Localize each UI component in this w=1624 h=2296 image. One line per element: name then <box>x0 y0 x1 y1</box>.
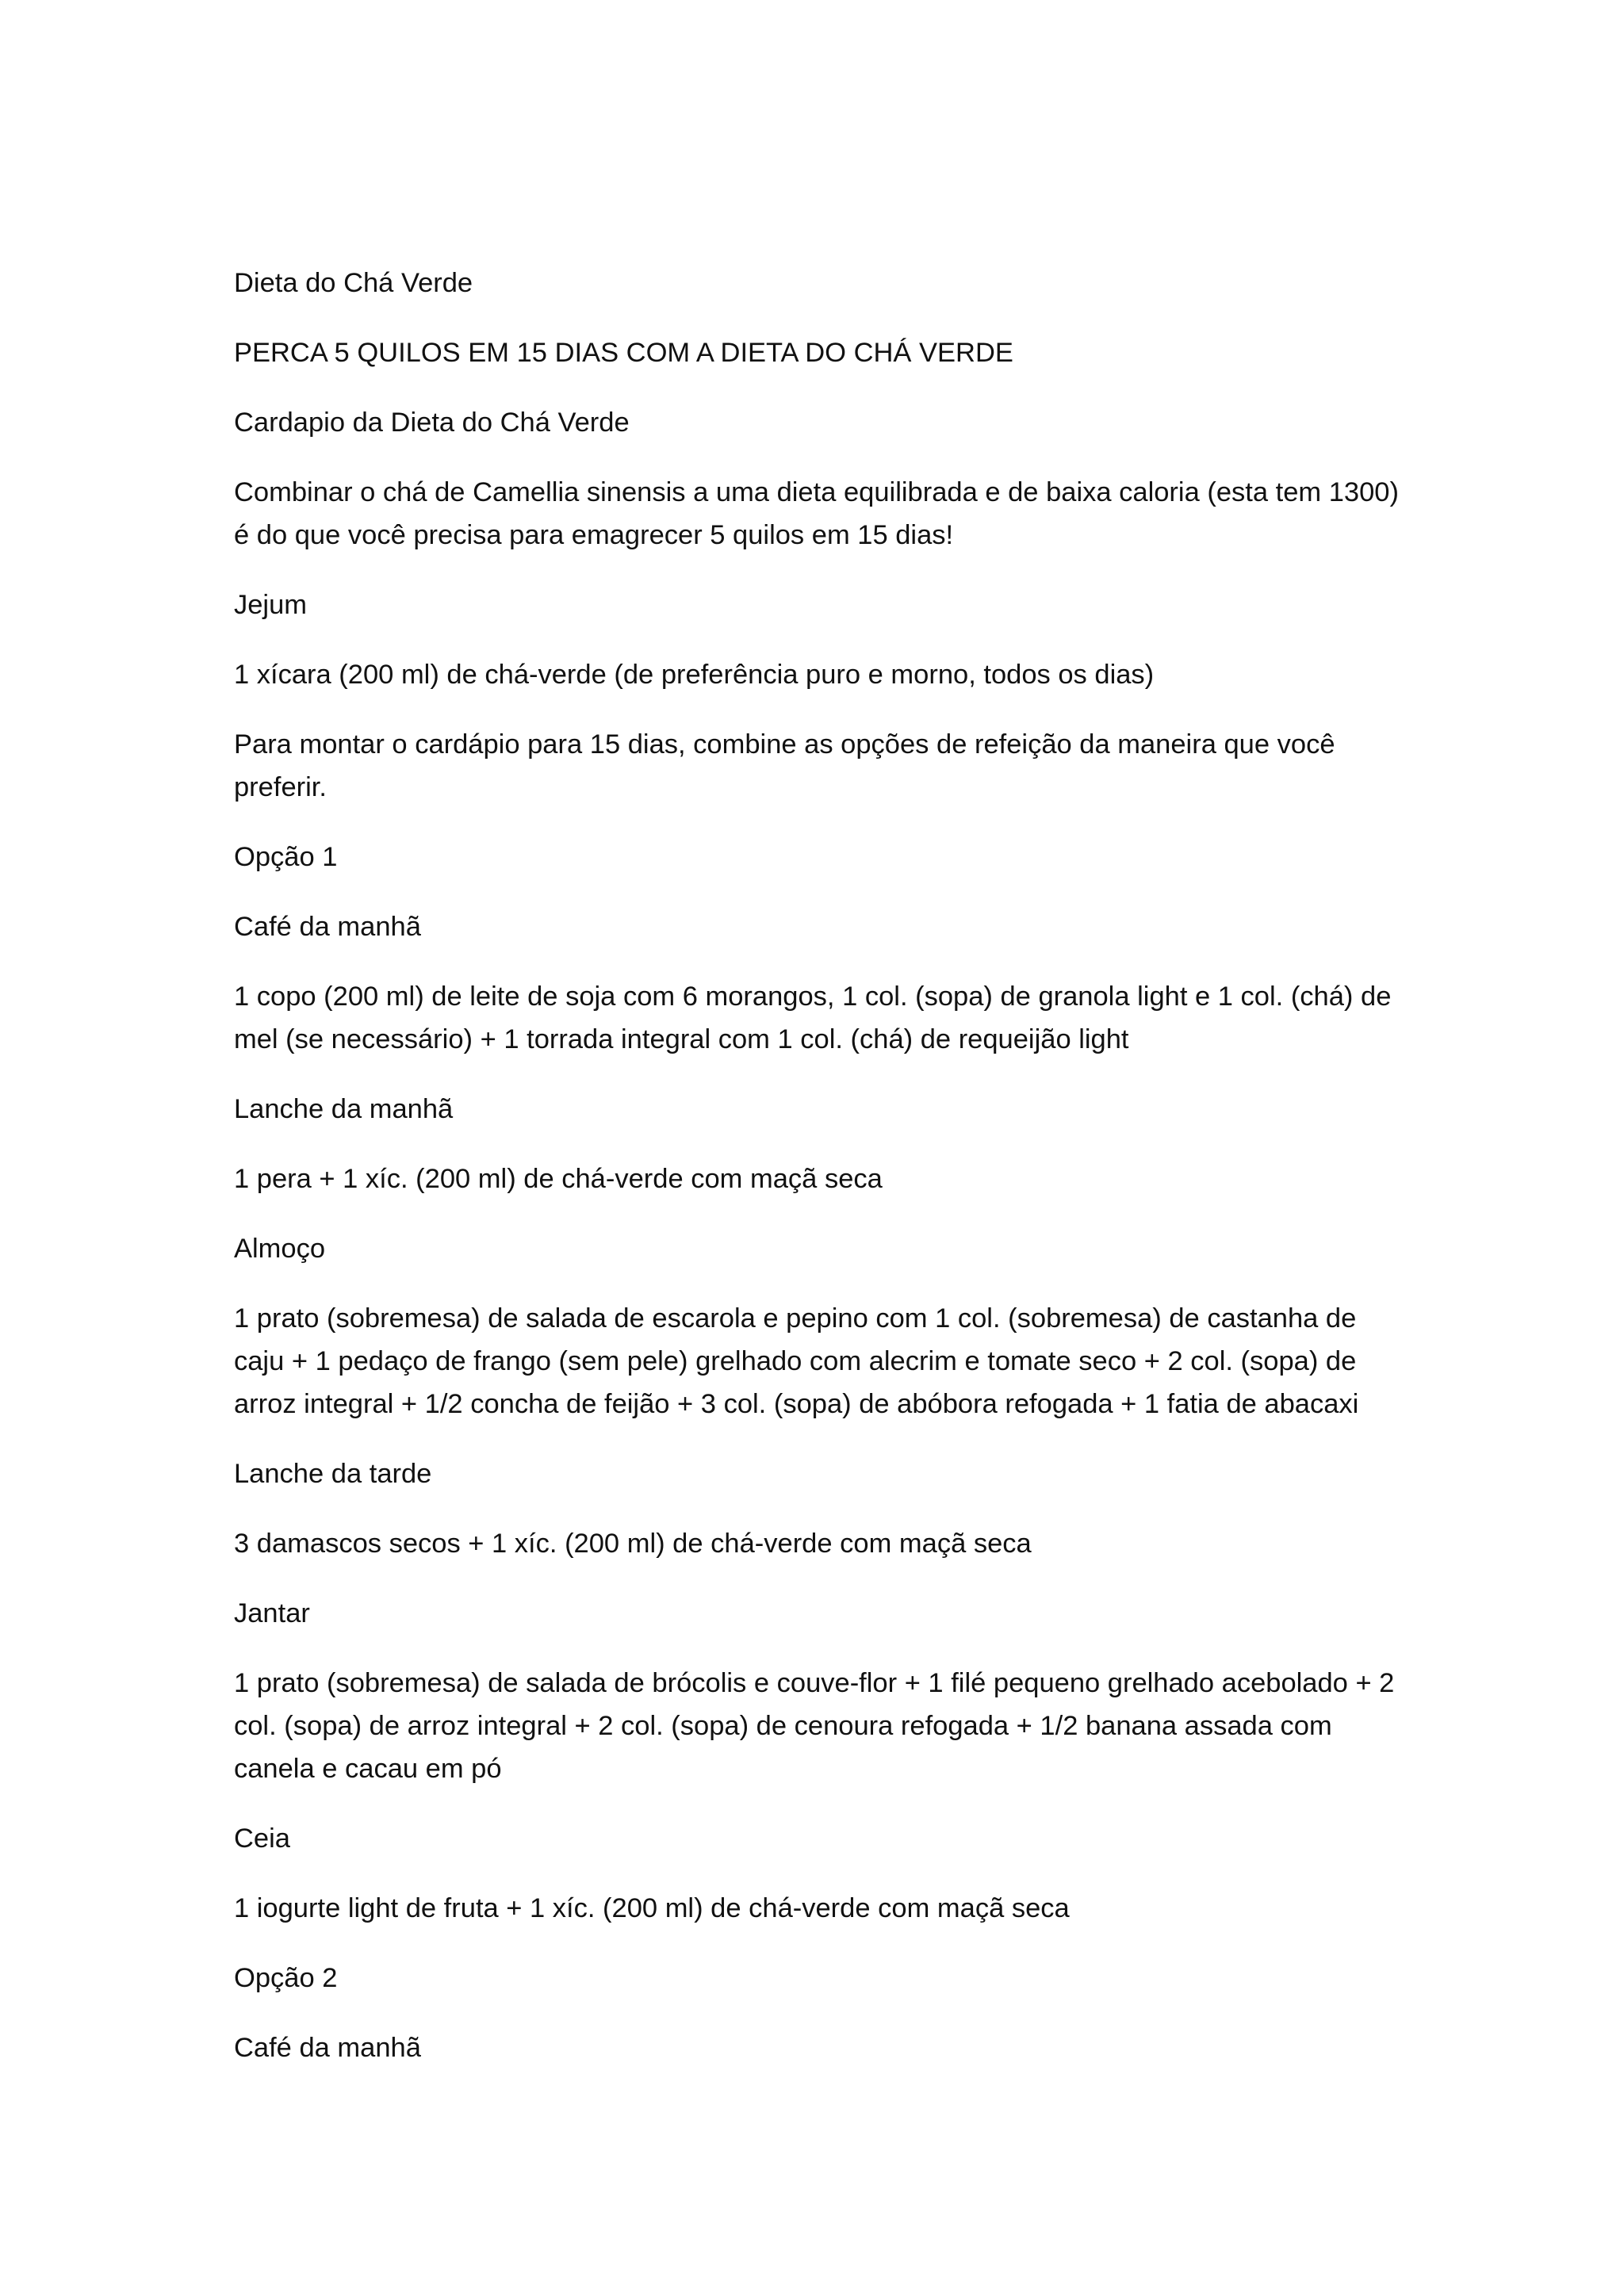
document-paragraph <box>234 1887 1408 1930</box>
paragraph-line: Para montar o cardápio para 15 dias, combine as opções de refeição da maneira que você <box>234 729 1335 760</box>
document-paragraph <box>234 975 1408 1061</box>
paragraph-line: 1 xícara (200 ml) de chá-verde (de preferência puro e morno, todos os dias) <box>234 660 1155 690</box>
document-paragraph <box>234 1452 1408 1495</box>
paragraph-line: Opção 2 <box>234 1963 338 1993</box>
document-paragraph <box>234 401 1408 444</box>
paragraph-line: é do que você precisa para emagrecer 5 quilos em 15 dias! <box>234 520 954 550</box>
paragraph-line: Jantar <box>234 1598 310 1628</box>
paragraph-line: arroz integral + 1/2 concha de feijão + 3 col. (sopa) de abóbora refogada + 1 fatia de abacaxi <box>234 1389 1359 1419</box>
paragraph-line: Lanche da tarde <box>234 1459 432 1489</box>
paragraph-line: PERCA 5 QUILOS EM 15 DIAS COM A DIETA DO CHÁ VERDE <box>234 338 1013 368</box>
paragraph-line: Combinar o chá de Camellia sinensis a uma dieta equilibrada e de baixa caloria (esta tem 1300) <box>234 477 1399 507</box>
document-body <box>234 262 1408 2096</box>
document-paragraph <box>234 1522 1408 1565</box>
document-paragraph <box>234 262 1408 304</box>
paragraph-line: preferir. <box>234 772 327 802</box>
paragraph-line: 3 damascos secos + 1 xíc. (200 ml) de chá-verde com maçã seca <box>234 1529 1032 1559</box>
document-paragraph <box>234 1297 1408 1425</box>
paragraph-line: Café da manhã <box>234 2033 421 2063</box>
paragraph-line: 1 iogurte light de fruta + 1 xíc. (200 ml) de chá-verde com maçã seca <box>234 1893 1070 1923</box>
paragraph-line: 1 prato (sobremesa) de salada de escarola e pepino com 1 col. (sobremesa) de castanha de <box>234 1303 1357 1334</box>
paragraph-line: col. (sopa) de arroz integral + 2 col. (sopa) de cenoura refogada + 1/2 banana assada com <box>234 1711 1332 1741</box>
paragraph-line: 1 pera + 1 xíc. (200 ml) de chá-verde com maçã seca <box>234 1164 883 1194</box>
paragraph-line: Dieta do Chá Verde <box>234 268 473 298</box>
paragraph-line: Almoço <box>234 1234 326 1264</box>
paragraph-line: 1 prato (sobremesa) de salada de brócolis e couve-flor + 1 filé pequeno grelhado acebolado + 2 <box>234 1668 1395 1698</box>
document-paragraph <box>234 723 1408 809</box>
document-paragraph <box>234 905 1408 948</box>
paragraph-line: Cardapio da Dieta do Chá Verde <box>234 408 630 438</box>
paragraph-line: Opção 1 <box>234 842 338 872</box>
document-paragraph <box>234 836 1408 878</box>
document-paragraph <box>234 331 1408 374</box>
document-paragraph <box>234 2026 1408 2069</box>
paragraph-line: caju + 1 pedaço de frango (sem pele) grelhado com alecrim e tomate seco + 2 col. (sopa) de <box>234 1346 1357 1376</box>
document-paragraph <box>234 1158 1408 1200</box>
paragraph-line: Jejum <box>234 590 308 620</box>
document-paragraph <box>234 471 1408 557</box>
document-paragraph <box>234 653 1408 696</box>
paragraph-line: canela e cacau em pó <box>234 1754 502 1784</box>
paragraph-line: Café da manhã <box>234 912 421 942</box>
document-paragraph <box>234 584 1408 626</box>
document-paragraph <box>234 1592 1408 1635</box>
paragraph-line: Lanche da manhã <box>234 1094 454 1124</box>
paragraph-line: Ceia <box>234 1823 290 1854</box>
document-paragraph <box>234 1662 1408 1790</box>
document-paragraph <box>234 1957 1408 1999</box>
paragraph-line: mel (se necessário) + 1 torrada integral com 1 col. (chá) de requeijão light <box>234 1024 1129 1054</box>
document-paragraph <box>234 1817 1408 1860</box>
paragraph-line: 1 copo (200 ml) de leite de soja com 6 morangos, 1 col. (sopa) de granola light e 1 col. (chá) de <box>234 982 1392 1012</box>
document-paragraph <box>234 1088 1408 1131</box>
document-paragraph <box>234 1227 1408 1270</box>
